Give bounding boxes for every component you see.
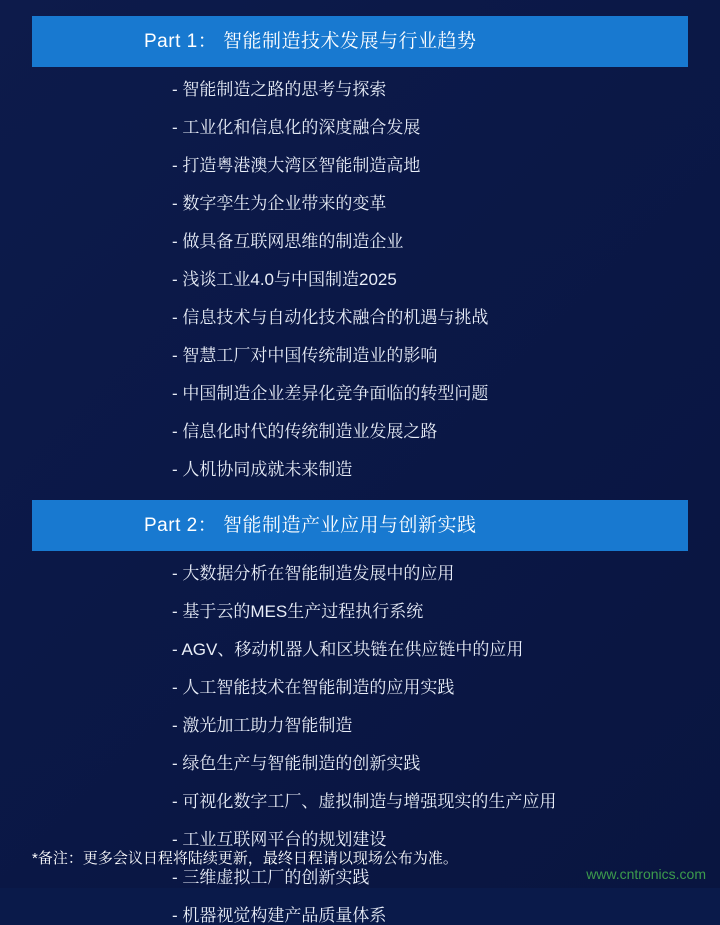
part-2-header: Part 2： 智能制造产业应用与创新实践	[32, 500, 688, 551]
list-item: - 打造粤港澳大湾区智能制造高地	[172, 156, 421, 175]
list-item: - 工业互联网平台的规划建设	[172, 830, 387, 849]
part-1-item-list	[32, 67, 688, 478]
part-1-header: Part 1： 智能制造技术发展与行业趋势	[32, 16, 688, 67]
list-item: - 人机协同成就未来制造	[172, 460, 353, 479]
list-item: - 浅谈工业4.0与中国制造2025	[172, 270, 397, 289]
list-item: - 机器视觉构建产品质量体系	[172, 906, 387, 925]
list-item: - 智能制造之路的思考与探索	[172, 80, 387, 99]
list-item: - AGV、移动机器人和区块链在供应链中的应用	[172, 640, 524, 659]
list-item: - 工业化和信息化的深度融合发展	[172, 118, 421, 137]
list-item: - 激光加工助力智能制造	[172, 716, 353, 735]
list-item: - 信息化时代的传统制造业发展之路	[172, 422, 438, 441]
list-item: - 智慧工厂对中国传统制造业的影响	[172, 346, 438, 365]
watermark: www.cntronics.com	[586, 866, 706, 882]
list-item: - 基于云的MES生产过程执行系统	[172, 602, 424, 621]
list-item: - 三维虚拟工厂的创新实践	[172, 868, 370, 887]
list-item: - 信息技术与自动化技术融合的机遇与挑战	[172, 308, 489, 327]
list-item: - 数字孪生为企业带来的变革	[172, 194, 387, 213]
list-item: - 人工智能技术在智能制造的应用实践	[172, 678, 455, 697]
list-item: - 绿色生产与智能制造的创新实践	[172, 754, 421, 773]
list-item: - 大数据分析在智能制造发展中的应用	[172, 564, 455, 583]
list-item: - 中国制造企业差异化竞争面临的转型问题	[172, 384, 489, 403]
list-item: - 可视化数字工厂、虚拟制造与增强现实的生产应用	[172, 792, 557, 811]
footnote: *备注：更多会议日程将陆续更新，最终日程请以现场公布为准。	[32, 850, 458, 867]
list-item: - 做具备互联网思维的制造企业	[172, 232, 404, 251]
top-band	[0, 0, 720, 16]
